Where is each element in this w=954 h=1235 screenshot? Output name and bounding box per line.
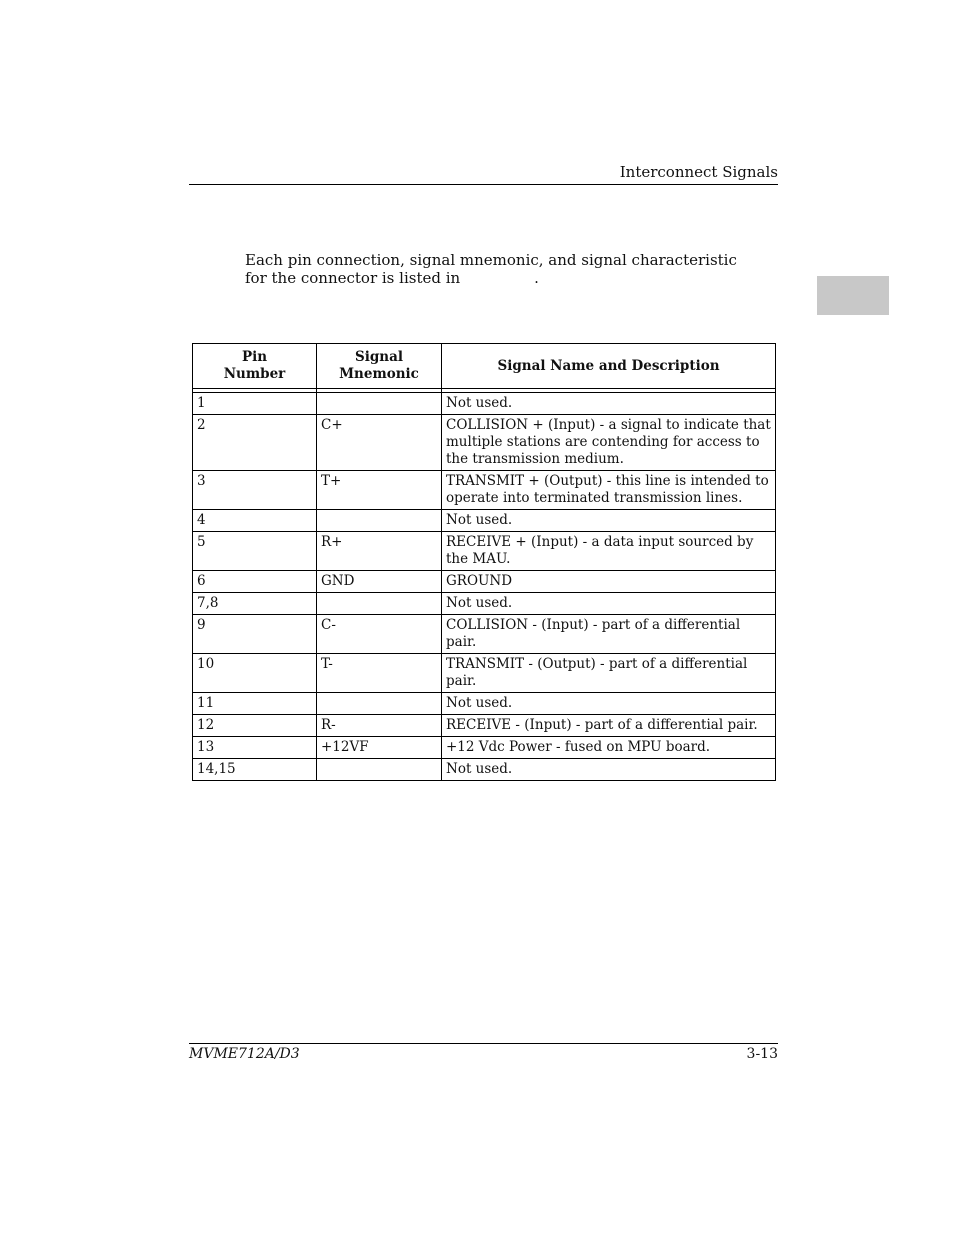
mnemonic-cell <box>317 759 442 781</box>
pin-cell: 11 <box>193 693 317 715</box>
pin-cell: 2 <box>193 415 317 471</box>
pin-cell: 10 <box>193 654 317 693</box>
description-cell: RECEIVE - (Input) - part of a differential pair. <box>442 715 776 737</box>
table-row <box>193 693 776 715</box>
footer-page-number: 3-13 <box>746 1046 778 1062</box>
pin-cell: 1 <box>193 393 317 415</box>
pin-cell: 14,15 <box>193 759 317 781</box>
header-pin-line1: Pin <box>241 349 268 365</box>
header-mnemonic-line2: Mnemonic <box>339 366 419 382</box>
mnemonic-cell: R- <box>317 715 442 737</box>
description-cell: Not used. <box>442 393 776 415</box>
pin-cell: 3 <box>193 471 317 510</box>
mnemonic-cell <box>317 693 442 715</box>
intro-period: . <box>534 269 539 287</box>
description-cell: Not used. <box>442 693 776 715</box>
mnemonic-cell: T- <box>317 654 442 693</box>
table-row <box>193 415 776 471</box>
mnemonic-cell: GND <box>317 571 442 593</box>
header-pin-number <box>193 344 317 389</box>
pin-cell: 9 <box>193 615 317 654</box>
pin-assignment-table <box>192 343 776 781</box>
chapter-side-tab <box>817 276 889 315</box>
mnemonic-cell <box>317 510 442 532</box>
header-pin-line2: Number <box>223 366 286 382</box>
table-row <box>193 471 776 510</box>
header-mnemonic-line1: Signal <box>354 349 403 365</box>
table-row <box>193 510 776 532</box>
table-row <box>193 715 776 737</box>
header-description-line1: Signal Name and Description <box>497 357 720 374</box>
table-row <box>193 593 776 615</box>
table-header-row <box>193 344 776 389</box>
header-signal-description <box>442 344 776 389</box>
pin-cell: 5 <box>193 532 317 571</box>
description-cell: TRANSMIT + (Output) - this line is intended to operate into terminated transmission lines. <box>442 471 776 510</box>
header-signal-mnemonic <box>317 344 442 389</box>
table-row <box>193 615 776 654</box>
footer-doc-id: MVME712A/D3 <box>189 1046 300 1062</box>
description-cell: RECEIVE + (Input) - a data input sourced by the MAU. <box>442 532 776 571</box>
table-row <box>193 393 776 415</box>
description-cell: COLLISION - (Input) - part of a differential pair. <box>442 615 776 654</box>
description-cell: TRANSMIT - (Output) - part of a differential pair. <box>442 654 776 693</box>
description-cell: +12 Vdc Power - fused on MPU board. <box>442 737 776 759</box>
table-row <box>193 654 776 693</box>
pin-cell: 7,8 <box>193 593 317 615</box>
footer-rule <box>189 1043 778 1044</box>
table-row <box>193 532 776 571</box>
mnemonic-cell <box>317 593 442 615</box>
pin-cell: 12 <box>193 715 317 737</box>
table-body <box>193 389 776 781</box>
mnemonic-cell: T+ <box>317 471 442 510</box>
pin-cell: 13 <box>193 737 317 759</box>
intro-paragraph <box>245 251 755 287</box>
table-row <box>193 737 776 759</box>
description-cell: Not used. <box>442 510 776 532</box>
description-cell: Not used. <box>442 759 776 781</box>
mnemonic-cell: R+ <box>317 532 442 571</box>
description-cell: GROUND <box>442 571 776 593</box>
intro-text: Each pin connection, signal mnemonic, and signal characteristic for the connector is listed in <box>245 251 737 287</box>
table-row <box>193 759 776 781</box>
mnemonic-cell: C- <box>317 615 442 654</box>
description-cell: COLLISION + (Input) - a signal to indicate that multiple stations are contending for access to the transmission medium. <box>442 415 776 471</box>
mnemonic-cell: C+ <box>317 415 442 471</box>
pin-cell: 4 <box>193 510 317 532</box>
mnemonic-cell <box>317 393 442 415</box>
header-rule <box>189 184 778 185</box>
description-cell: Not used. <box>442 593 776 615</box>
pin-cell: 6 <box>193 571 317 593</box>
table-row <box>193 571 776 593</box>
mnemonic-cell: +12VF <box>317 737 442 759</box>
running-header: Interconnect Signals <box>619 163 778 181</box>
